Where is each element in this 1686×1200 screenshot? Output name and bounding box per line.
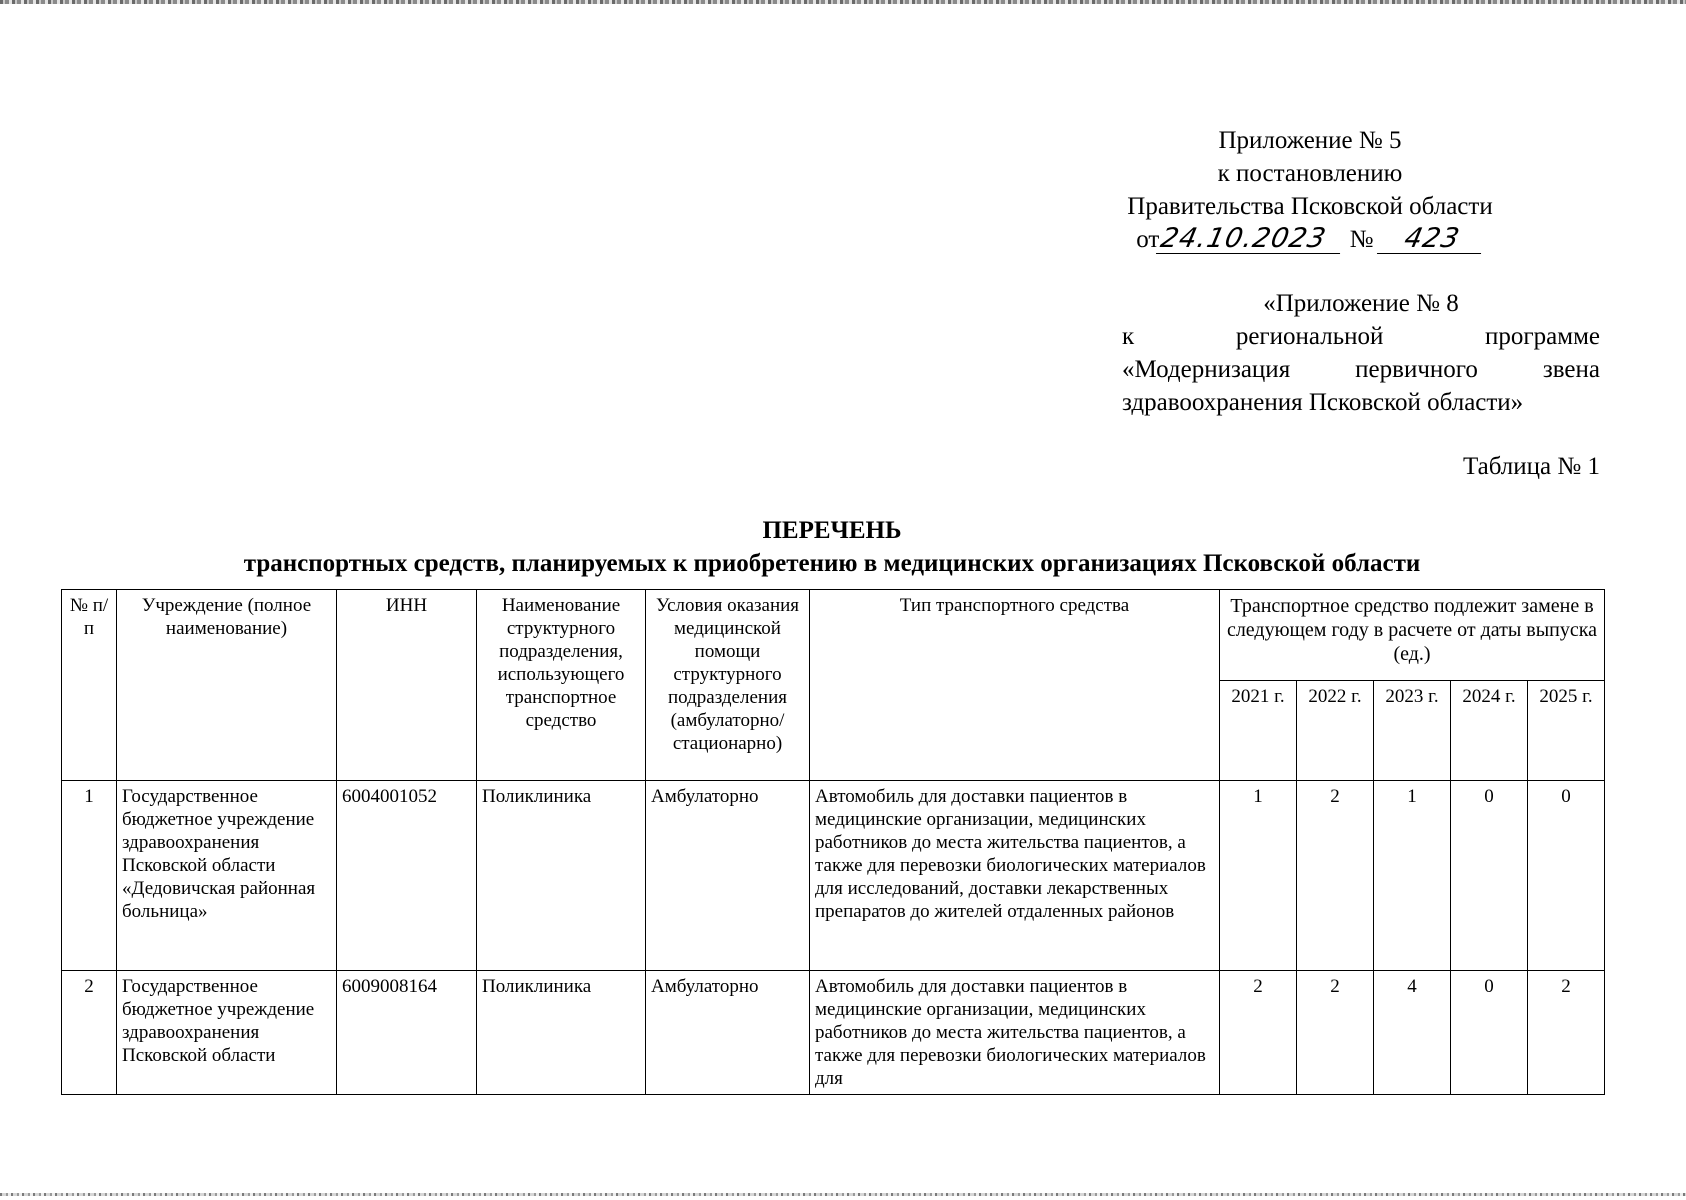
cell-num: 2 bbox=[62, 971, 117, 1095]
program-line-2-word: к bbox=[1122, 323, 1135, 350]
cell-2023: 4 bbox=[1374, 971, 1451, 1095]
program-line-4: здравоохранения Псковской области» bbox=[1122, 389, 1524, 416]
cell-vehicle-type: Автомобиль для доставки пациентов в медицинские организации, медицинских работников до места жительства пациентов, а также для перевозки биологических материалов для исследований, доставки лекарственных препаратов до жителей отдаленных районов bbox=[810, 781, 1220, 971]
header-vehicle-type: Тип транспортного средства bbox=[810, 590, 1220, 781]
scan-edge-bottom bbox=[0, 1193, 1686, 1196]
cell-2021: 1 bbox=[1220, 781, 1297, 971]
annex-line-2: к постановлению bbox=[1217, 160, 1403, 187]
header-year: 2021 г. bbox=[1220, 681, 1297, 781]
cell-2021: 2 bbox=[1220, 971, 1297, 1095]
header-institution: Учреждение (полное наименование) bbox=[117, 590, 337, 781]
document-title bbox=[62, 514, 1602, 580]
cell-num: 1 bbox=[62, 781, 117, 971]
program-line-2-word: региональной bbox=[1235, 323, 1384, 350]
header-year: 2022 г. bbox=[1297, 681, 1374, 781]
annex-line-1: Приложение № 5 bbox=[1218, 127, 1402, 154]
cell-2022: 2 bbox=[1297, 781, 1374, 971]
header-row-1 bbox=[62, 590, 1605, 681]
cell-institution: Государственное бюджетное учреждение здравоохранения Псковской области «Дедовичская районная больница» bbox=[117, 781, 337, 971]
program-line-1: «Приложение № 8 bbox=[1263, 290, 1459, 317]
table-row bbox=[62, 781, 1605, 971]
header-replacement-group: Транспортное средство подлежит замене в следующем году в расчете от даты выпуска (ед.) bbox=[1220, 590, 1605, 681]
header-year: 2024 г. bbox=[1451, 681, 1528, 781]
cell-2024: 0 bbox=[1451, 781, 1528, 971]
cell-inn: 6004001052 bbox=[337, 781, 477, 971]
handwritten-date: 24.10.2023 bbox=[1156, 225, 1346, 254]
cell-conditions: Амбулаторно bbox=[646, 971, 810, 1095]
program-line-3-word: первичного bbox=[1355, 356, 1478, 383]
header-conditions: Условия оказания медицинской помощи структурного подразделения (амбулаторно/ стационарно) bbox=[646, 590, 810, 781]
annex-header bbox=[1080, 124, 1540, 256]
program-line-2 bbox=[1122, 320, 1600, 353]
header-inn: ИНН bbox=[337, 590, 477, 781]
cell-2025: 0 bbox=[1528, 781, 1605, 971]
cell-unit: Поликлиника bbox=[477, 781, 646, 971]
cell-unit: Поликлиника bbox=[477, 971, 646, 1095]
cell-2022: 2 bbox=[1297, 971, 1374, 1095]
header-unit: Наименование структурного подразделения, использующего транспортное средство bbox=[477, 590, 646, 781]
program-line-3-word: звена bbox=[1542, 356, 1600, 383]
program-line-3-word: «Модернизация bbox=[1122, 356, 1291, 383]
program-line-3 bbox=[1122, 353, 1600, 386]
date-prefix: от bbox=[1136, 226, 1160, 253]
cell-inn: 6009008164 bbox=[337, 971, 477, 1095]
cell-2025: 2 bbox=[1528, 971, 1605, 1095]
program-line-2-word: программе bbox=[1485, 323, 1600, 350]
cell-institution: Государственное бюджетное учреждение здравоохранения Псковской области bbox=[117, 971, 337, 1095]
annex-date-line bbox=[1080, 223, 1540, 256]
table-number-label: Таблица № 1 bbox=[1462, 453, 1600, 480]
handwritten-number: 423 bbox=[1377, 225, 1487, 254]
header-year: 2025 г. bbox=[1528, 681, 1605, 781]
header-year: 2023 г. bbox=[1374, 681, 1451, 781]
scan-edge-top bbox=[0, 0, 1686, 4]
table-row bbox=[62, 971, 1605, 1095]
number-label: № bbox=[1349, 226, 1374, 253]
title-line-1: ПЕРЕЧЕНЬ bbox=[762, 517, 902, 544]
cell-2024: 0 bbox=[1451, 971, 1528, 1095]
title-line-2: транспортных средств, планируемых к приобретению в медицинских организациях Псковской области bbox=[243, 550, 1421, 577]
cell-2023: 1 bbox=[1374, 781, 1451, 971]
annex-line-3: Правительства Псковской области bbox=[1127, 193, 1493, 220]
cell-vehicle-type: Автомобиль для доставки пациентов в медицинские организации, медицинских работников до места жительства пациентов, а также для перевозки биологических материалов для bbox=[810, 971, 1220, 1095]
header-num: № п/п bbox=[62, 590, 117, 781]
cell-conditions: Амбулаторно bbox=[646, 781, 810, 971]
vehicles-table bbox=[61, 589, 1605, 1095]
program-reference bbox=[1122, 287, 1600, 419]
